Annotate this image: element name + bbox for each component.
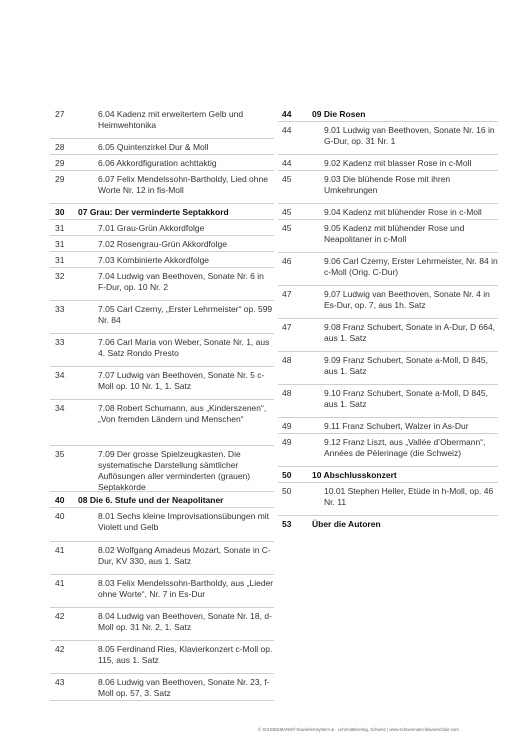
toc-entry-row: [50, 106, 274, 139]
toc-page-number: 32: [55, 271, 65, 281]
toc-entry-title: 8.03 Felix Mendelssohn-Bartholdy, aus „Lieder ohne Worte“, Nr. 7 in Es-Dur: [98, 578, 274, 599]
toc-entry-row: [278, 204, 498, 220]
toc-entry-title: 6.06 Akkordfiguration achttaktig: [98, 158, 217, 168]
toc-entry-title: 7.08 Robert Schumann, aus „Kinderszenen“, „Von fremden Ländern und Menschen“: [98, 403, 267, 424]
toc-entry-title: 9.03 Die blühende Rose mit ihren Umkehrungen: [324, 174, 451, 195]
toc-entry-row: [50, 155, 274, 171]
toc-entry-title: 08 Die 6. Stufe und der Neapolitaner: [78, 495, 224, 505]
toc-entry-title: 9.06 Carl Czerny, Erster Lehrmeister, Nr. 84 in c-Moll (Orig. C-Dur): [324, 256, 498, 277]
footer-copyright: © SCHNEEMANN® Klavierlernsystem & · Lehrmittelverlag, Schweiz | www.schneemann-klavierschule.com: [258, 727, 459, 732]
toc-entry-title: 9.09 Franz Schubert, Sonate a-Moll, D 845, aus 1. Satz: [324, 355, 488, 376]
toc-entry-title: 7.05 Carl Czerny, „Erster Lehrmeister“ op. 599 Nr. 84: [98, 304, 273, 325]
toc-page-number: 50: [282, 470, 292, 480]
toc-page-number: 34: [55, 370, 65, 380]
toc-chapter-row: [50, 204, 274, 220]
toc-entry-title: 8.05 Ferdinand Ries, Klavierkonzert c-Moll op. 115, aus 1. Satz: [98, 644, 273, 665]
toc-entry-title: 7.09 Der grosse Spielzeugkasten. Die systematische Darstellung sämtlicher Auflösungen aller verminderten (grauen) Septakkorde: [98, 449, 251, 492]
toc-page-number: 31: [55, 239, 65, 249]
toc-entry-title: 7.02 Rosengrau-Grün Akkordfolge: [98, 239, 227, 249]
toc-page-number: 44: [282, 158, 292, 168]
toc-page-number: 28: [55, 142, 65, 152]
toc-page-number: 53: [282, 519, 292, 529]
toc-page-number: 30: [55, 207, 65, 217]
toc-entry-row: [278, 319, 498, 352]
toc-page-number: 31: [55, 255, 65, 265]
toc-entry-row: [278, 434, 498, 467]
toc-entry-row: [278, 483, 498, 516]
toc-entry-title: 10.01 Stephen Heller, Etüde in h-Moll, op. 46 Nr. 11: [324, 486, 494, 507]
toc-page-number: 42: [55, 644, 65, 654]
toc-entry-title: 7.01 Grau-Grün Akkordfolge: [98, 223, 205, 233]
toc-page-number: 33: [55, 337, 65, 347]
toc-entry-row: [50, 446, 274, 492]
toc-entry-row: [278, 220, 498, 253]
toc-page-number: 33: [55, 304, 65, 314]
toc-page-number: 50: [282, 486, 292, 496]
toc-entry-title: 9.04 Kadenz mit blühender Rose in c-Moll: [324, 207, 482, 217]
toc-right-column: [278, 106, 498, 532]
toc-entry-row: [278, 155, 498, 171]
toc-entry-row: [50, 367, 274, 400]
toc-entry-title: 10 Abschlusskonzert: [312, 470, 397, 480]
toc-entry-row: [278, 253, 498, 286]
toc-page-number: 29: [55, 158, 65, 168]
toc-entry-title: Über die Autoren: [312, 519, 381, 529]
toc-entry-title: 7.06 Carl Maria von Weber, Sonate Nr. 1, aus 4. Satz Rondo Presto: [98, 337, 270, 358]
toc-page-number: 35: [55, 449, 65, 459]
toc-entry-row: [50, 542, 274, 575]
toc-entry-title: 8.02 Wolfgang Amadeus Mozart, Sonate in C-Dur, KV 330, aus 1. Satz: [98, 545, 271, 566]
toc-entry-title: 9.01 Ludwig van Beethoven, Sonate Nr. 16 in G-Dur, op. 31 Nr. 1: [324, 125, 495, 146]
toc-entry-title: 6.07 Felix Mendelssohn-Bartholdy, Lied ohne Worte Nr. 12 in fis-Moll: [98, 174, 268, 195]
toc-chapter-row: [50, 492, 274, 508]
toc-entry-title: 7.04 Ludwig van Beethoven, Sonate Nr. 6 in F-Dur, op. 10 Nr. 2: [98, 271, 264, 292]
toc-chapter-row: [278, 516, 498, 532]
toc-page-number: 43: [55, 677, 65, 687]
toc-entry-title: 6.05 Quintenzirkel Dur & Moll: [98, 142, 209, 152]
toc-entry-title: 9.10 Franz Schubert, Sonate a-Moll, D 845, aus 1. Satz: [324, 388, 488, 409]
toc-entry-row: [50, 301, 274, 334]
toc-page-number: 40: [55, 495, 65, 505]
toc-page-number: 41: [55, 545, 65, 555]
toc-entry-title: 9.02 Kadenz mit blasser Rose in c-Moll: [324, 158, 472, 168]
toc-entry-row: [50, 220, 274, 236]
toc-left-column: [50, 106, 274, 701]
toc-page-number: 27: [55, 109, 65, 119]
toc-page-number: 29: [55, 174, 65, 184]
toc-entry-row: [50, 252, 274, 268]
toc-entry-row: [278, 171, 498, 204]
toc-page-number: 44: [282, 125, 292, 135]
toc-entry-row: [278, 122, 498, 155]
toc-entry-row: [50, 608, 274, 641]
toc-entry-title: 9.07 Ludwig van Beethoven, Sonate Nr. 4 in Es-Dur, op. 7, aus 1h. Satz: [324, 289, 490, 310]
toc-entry-title: 8.04 Ludwig van Beethoven, Sonate Nr. 18, d-Moll op. 31 Nr. 2, 1. Satz: [98, 611, 272, 632]
toc-page-number: 42: [55, 611, 65, 621]
toc-page-number: 41: [55, 578, 65, 588]
toc-page-number: 46: [282, 256, 292, 266]
toc-entry-row: [50, 400, 274, 446]
toc-entry-row: [50, 641, 274, 674]
toc-page-number: 47: [282, 289, 292, 299]
toc-page-number: 49: [282, 437, 292, 447]
toc-entry-row: [50, 674, 274, 701]
toc-page-number: 48: [282, 355, 292, 365]
toc-page-number: 31: [55, 223, 65, 233]
toc-page-number: 45: [282, 174, 292, 184]
toc-entry-row: [50, 268, 274, 301]
toc-entry-row: [50, 139, 274, 155]
toc-entry-row: [50, 508, 274, 542]
toc-entry-row: [278, 385, 498, 418]
toc-page-number: 47: [282, 322, 292, 332]
toc-entry-title: 9.05 Kadenz mit blühender Rose und Neapolitaner in c-Moll: [324, 223, 465, 244]
toc-entry-title: 09 Die Rosen: [312, 109, 366, 119]
toc-entry-row: [278, 286, 498, 319]
toc-entry-row: [278, 418, 498, 434]
toc-entry-title: 9.12 Franz Liszt, aus „Vallée d’Obermann“, Années de Pèlerinage (die Schweiz): [324, 437, 486, 458]
toc-entry-row: [50, 236, 274, 252]
toc-chapter-row: [278, 106, 498, 122]
toc-entry-title: 07 Grau: Der verminderte Septakkord: [78, 207, 229, 217]
toc-chapter-row: [278, 467, 498, 483]
toc-page-number: 45: [282, 207, 292, 217]
toc-page-number: 48: [282, 388, 292, 398]
toc-entry-title: 6.04 Kadenz mit erweitertem Gelb und Heimwehtonika: [98, 109, 244, 130]
toc-entry-title: 9.11 Franz Schubert, Walzer in As-Dur: [324, 421, 469, 431]
toc-entry-row: [278, 352, 498, 385]
toc-page-number: 40: [55, 511, 65, 521]
toc-entry-row: [50, 575, 274, 608]
toc-entry-row: [50, 171, 274, 204]
toc-entry-title: 7.07 Ludwig van Beethoven, Sonate Nr. 5 c-Moll op. 10 Nr. 1, 1. Satz: [98, 370, 265, 391]
toc-entry-title: 8.01 Sechs kleine Improvisationsübungen mit Violett und Gelb: [98, 511, 270, 532]
toc-page-number: 45: [282, 223, 292, 233]
toc-entry-title: 7.03 Kombinierte Akkordfolge: [98, 255, 210, 265]
toc-entry-title: 8.06 Ludwig van Beethoven, Sonate Nr. 23, f-Moll op. 57, 3. Satz: [98, 677, 270, 698]
toc-entry-row: [50, 334, 274, 367]
toc-page-number: 44: [282, 109, 292, 119]
toc-entry-title: 9.08 Franz Schubert, Sonate in A-Dur, D 664, aus 1. Satz: [324, 322, 496, 343]
toc-page-number: 34: [55, 403, 65, 413]
toc-page-number: 49: [282, 421, 292, 431]
